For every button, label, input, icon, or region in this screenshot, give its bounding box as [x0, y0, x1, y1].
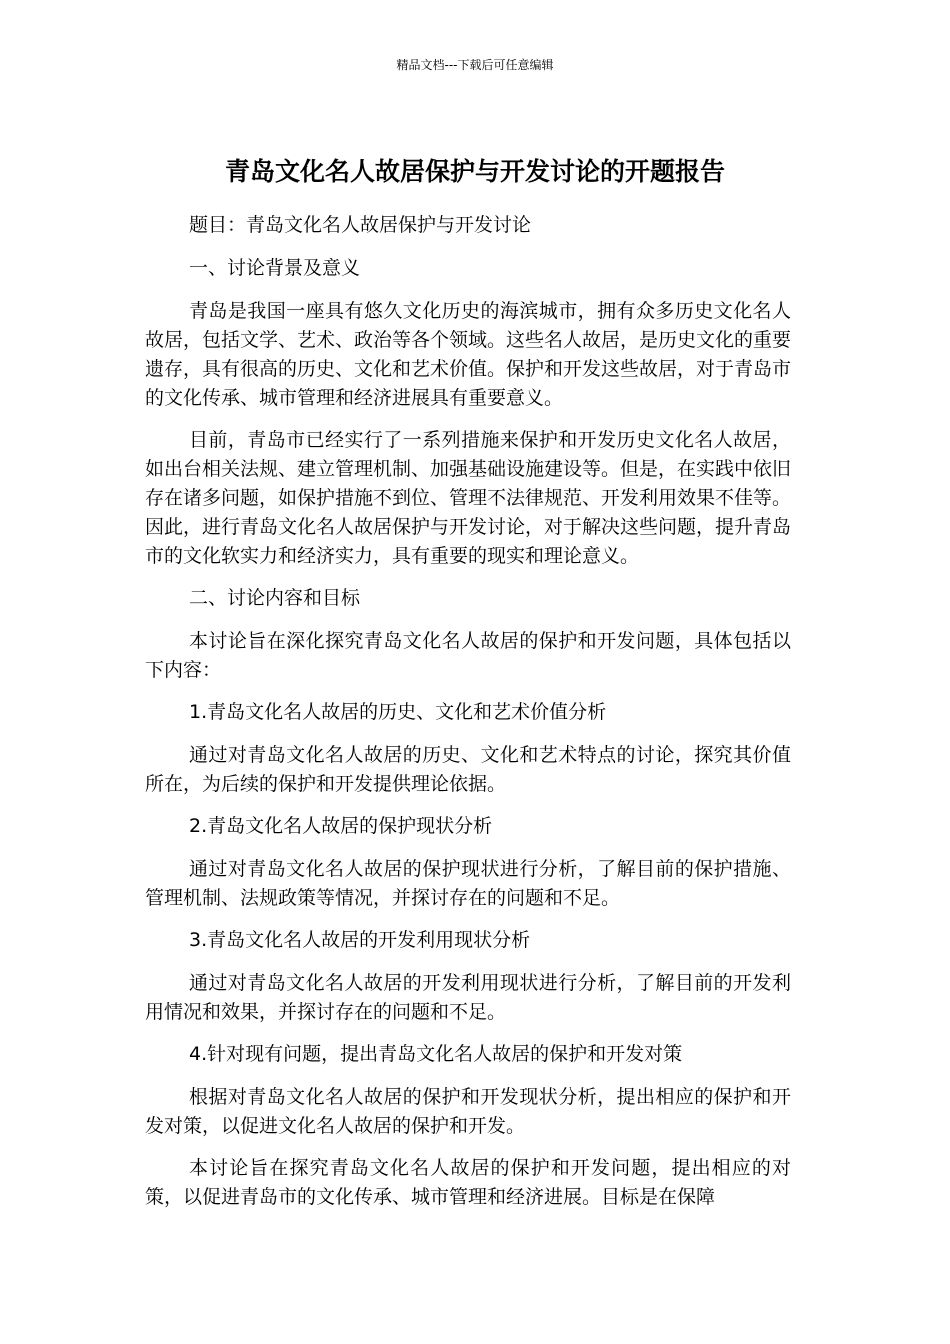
page-header-note: 精品文档---下载后可任意编辑: [396, 58, 554, 72]
section-heading-background: 一、讨论背景及意义: [189, 257, 361, 279]
document-body: [145, 211, 791, 1225]
item-paragraph-2: 通过对青岛文化名人故居的保护现状进行分析，了解目前的保护措施、管理机制、法规政策等情况，并探讨存在的问题和不足。: [145, 858, 791, 909]
item-heading-4: 4.针对现有问题，提出青岛文化名人故居的保护和开发对策: [189, 1043, 683, 1065]
topic-line: 题目：青岛文化名人故居保护与开发讨论: [189, 214, 532, 236]
paragraph-background-intro: 青岛是我国一座具有悠久文化历史的海滨城市，拥有众多历史文化名人故居，包括文学、艺术、政治等各个领域。这些名人故居，是历史文化的重要遗存，具有很高的历史、文化和艺术价值。保护和开发这些故居，对于青岛市的文化传承、城市管理和经济进展具有重要意义。: [145, 300, 792, 409]
item-paragraph-3: 通过对青岛文化名人故居的开发利用现状进行分析，了解目前的开发利用情况和效果，并探讨存在的问题和不足。: [145, 972, 791, 1023]
item-heading-1: 1.青岛文化名人故居的历史、文化和艺术价值分析: [189, 701, 607, 723]
paragraph-content-intro: 本讨论旨在深化探究青岛文化名人故居的保护和开发问题，具体包括以下内容：: [145, 630, 791, 681]
item-paragraph-1: 通过对青岛文化名人故居的历史、文化和艺术特点的讨论，探究其价值所在，为后续的保护和开发提供理论依据。: [145, 744, 791, 795]
document-title: 青岛文化名人故居保护与开发讨论的开题报告: [224, 156, 725, 186]
item-heading-3: 3.青岛文化名人故居的开发利用现状分析: [189, 929, 531, 951]
paragraph-background-current: 目前，青岛市已经实行了一系列措施来保护和开发历史文化名人故居，如出台相关法规、建立管理机制、加强基础设施建设等。但是，在实践中依旧存在诸多问题，如保护措施不到位、管理不法律规范、开发利用效果不佳等。因此，进行青岛文化名人故居保护与开发讨论，对于解决这些问题，提升青岛市的文化软实力和经济实力，具有重要的现实和理论意义。: [145, 429, 792, 567]
paragraph-goal: 本讨论旨在探究青岛文化名人故居的保护和开发问题，提出相应的对策，以促进青岛市的文化传承、城市管理和经济进展。目标是在保障: [145, 1157, 791, 1208]
item-paragraph-4: 根据对青岛文化名人故居的保护和开发现状分析，提出相应的保护和开发对策，以促进文化名人故居的保护和开发。: [145, 1086, 791, 1137]
item-heading-2: 2.青岛文化名人故居的保护现状分析: [189, 815, 493, 837]
section-heading-content: 二、讨论内容和目标: [189, 587, 361, 609]
